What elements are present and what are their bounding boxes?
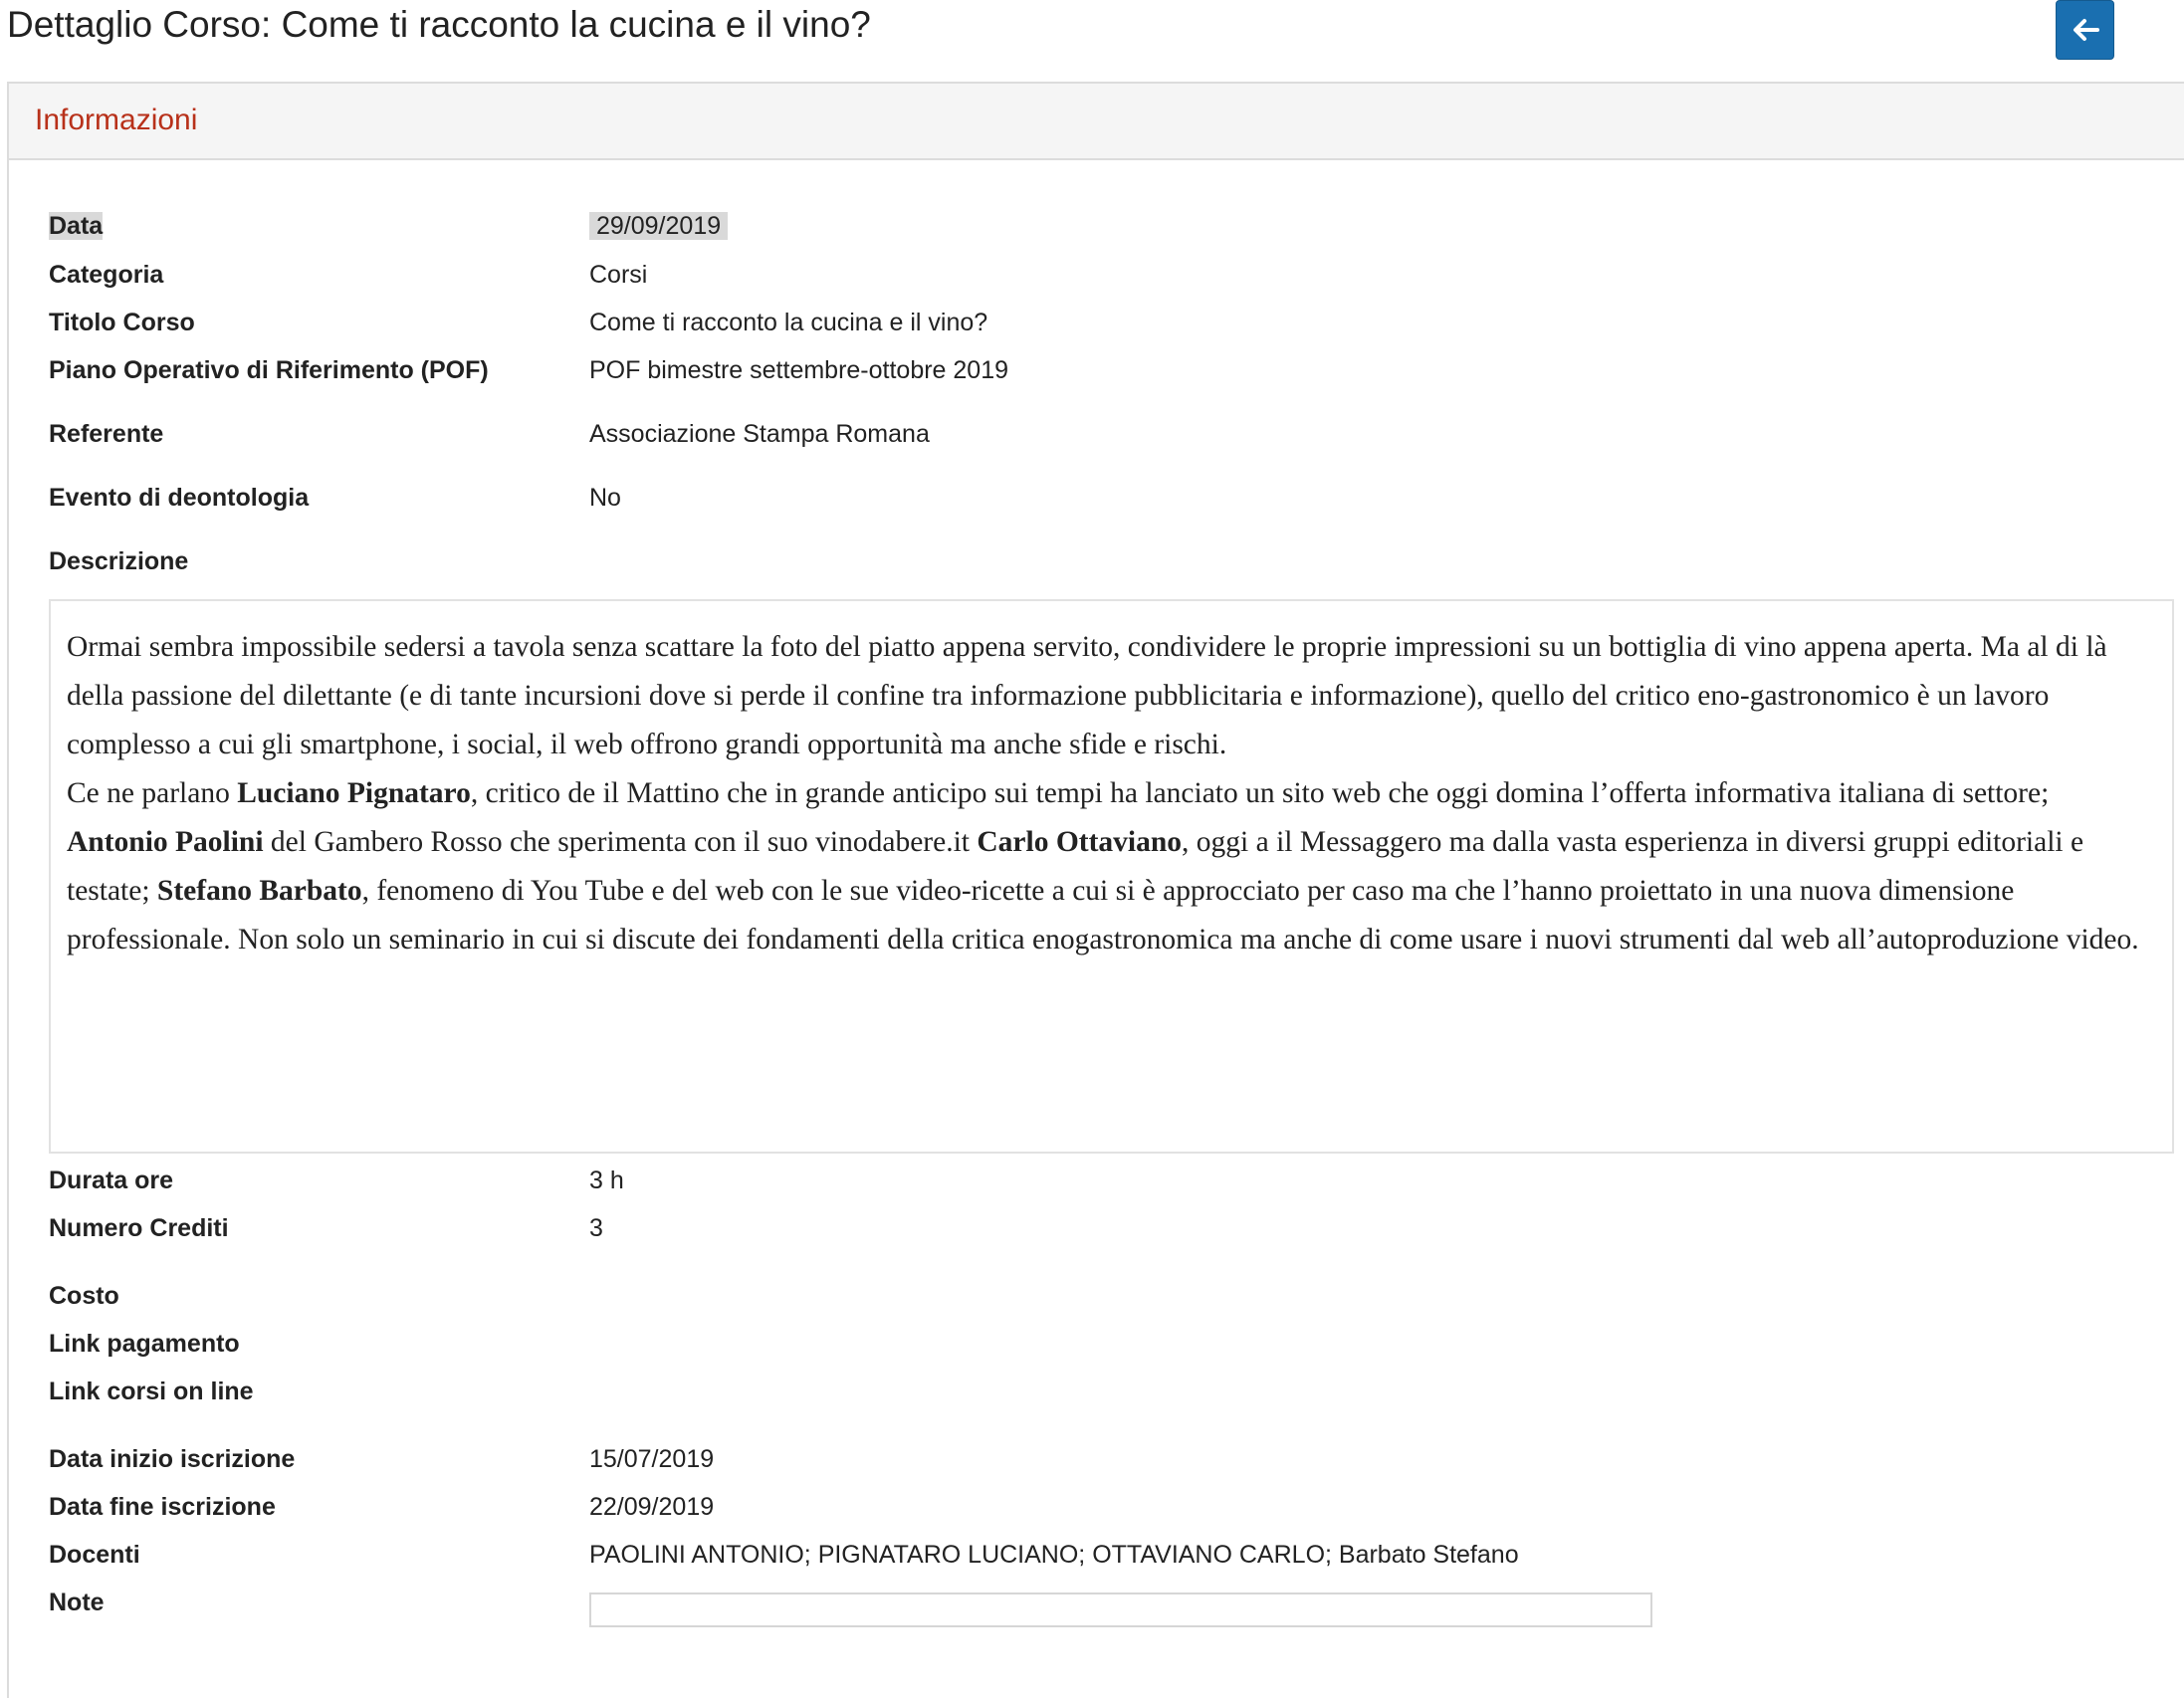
arrow-left-icon (2072, 17, 2099, 43)
back-button[interactable] (2056, 0, 2114, 60)
value-numero-crediti: 3 (589, 1214, 603, 1242)
value-titolo-corso: Come ti racconto la cucina e il vino? (589, 309, 988, 336)
value-docenti: PAOLINI ANTONIO; PIGNATARO LUCIANO; OTTAVIANO CARLO; Barbato Stefano (589, 1541, 1519, 1569)
label-link-corsi: Link corsi on line (49, 1378, 254, 1405)
label-docenti: Docenti (49, 1541, 140, 1569)
panel-heading (9, 84, 2184, 160)
page-title: Dettaglio Corso: Come ti racconto la cucina e il vino? (7, 4, 871, 45)
label-referente: Referente (49, 420, 164, 448)
label-link-pagamento: Link pagamento (49, 1330, 240, 1358)
value-referente: Associazione Stampa Romana (589, 420, 930, 448)
note-input[interactable] (589, 1592, 1652, 1627)
label-note: Note (49, 1589, 105, 1616)
value-data: 29/09/2019 (581, 210, 736, 242)
label-costo: Costo (49, 1282, 119, 1310)
panel-title: Informazioni (35, 104, 198, 136)
label-titolo-corso: Titolo Corso (49, 309, 195, 336)
speaker-name: Stefano Barbato (156, 875, 362, 907)
value-durata-ore: 3 h (589, 1167, 624, 1194)
label-data-fine-iscrizione: Data fine iscrizione (49, 1493, 276, 1521)
label-descrizione: Descrizione (49, 547, 189, 575)
value-data-inizio-iscrizione: 15/07/2019 (589, 1445, 715, 1473)
speaker-name: Antonio Paolini (67, 826, 264, 858)
description-paragraph-2: Ce ne parlano Luciano Pignataro, critico de il Mattino che in grande anticipo sui tempi ha lanciato un sito web che oggi domina l’offerta informativa italiana di settore; Antonio Paolini del Gambero Rosso che sperimenta con il suo vinodabere.it Carlo Ottaviano, oggi a il Messaggero ma dalla vasta esperienza in diversi gruppi editoriali e testate; Stefano Barbato, fenomeno di You Tube e del web con le sue video-ricette a cui si è approcciato per caso ma che l’hanno proiettato in una nuova dimensione professionale. Non solo un seminario in cui si discute dei fondamenti della critica enogastronomica ma anche di come usare i nuovi strumenti dal web all’autoproduzione video. (67, 777, 2139, 955)
description-box (49, 599, 2174, 1154)
label-pof: Piano Operativo di Riferimento (POF) (49, 356, 489, 384)
speaker-name: Luciano Pignataro (237, 777, 471, 809)
value-pof: POF bimestre settembre-ottobre 2019 (589, 356, 1009, 384)
label-numero-crediti: Numero Crediti (49, 1214, 229, 1242)
value-data-fine-iscrizione: 22/09/2019 (589, 1493, 715, 1521)
description-paragraph-1: Ormai sembra impossibile sedersi a tavola senza scattare la foto del piatto appena servito, condividere le proprie impressioni su un bottiglia di vino appena aperta. Ma al di là della passione del dilettante (e di tante incursioni dove si perde il confine tra informazione pubblicitaria e informazione), quello del critico eno-gastronomico è un lavoro complesso a cui gli smartphone, i social, il web offrono grandi opportunità ma anche sfide e rischi. (67, 631, 2107, 760)
value-deontologia: No (589, 484, 621, 512)
label-data-inizio-iscrizione: Data inizio iscrizione (49, 1445, 296, 1473)
speaker-name: Carlo Ottaviano (977, 826, 1183, 858)
value-categoria: Corsi (589, 261, 648, 289)
label-data: Data (49, 212, 104, 240)
label-durata-ore: Durata ore (49, 1167, 174, 1194)
label-categoria: Categoria (49, 261, 164, 289)
label-deontologia: Evento di deontologia (49, 484, 310, 512)
